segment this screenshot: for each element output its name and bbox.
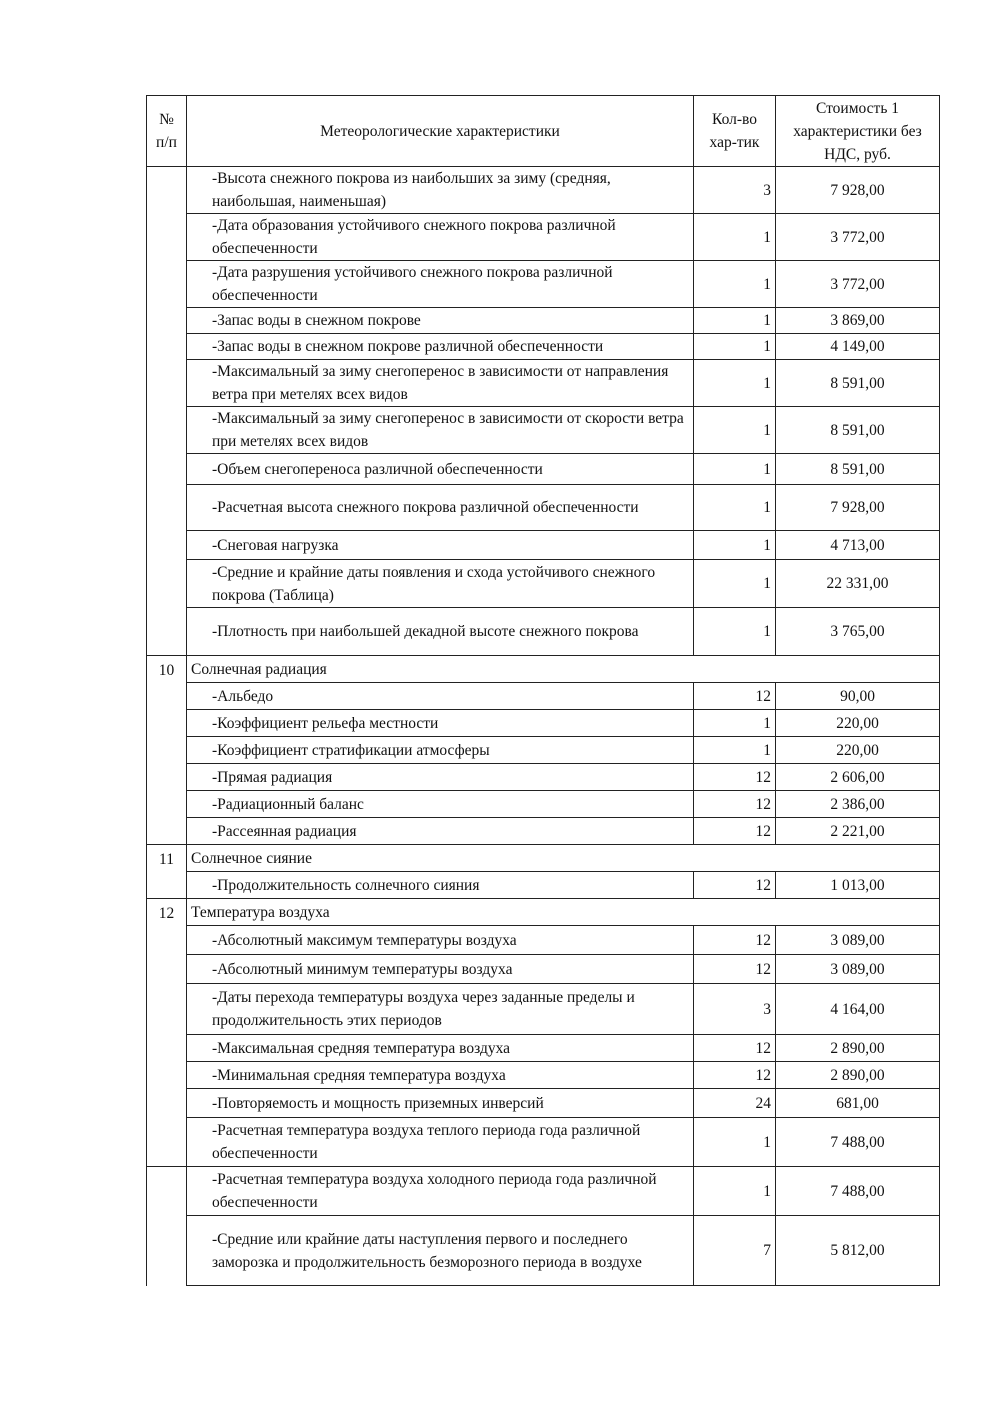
- table-row: [147, 167, 940, 214]
- characteristic-qty: 7: [694, 1216, 776, 1286]
- characteristic-price: 220,00: [776, 737, 940, 764]
- table-row: [147, 710, 940, 737]
- characteristic-name: -Максимальный за зиму снегоперенос в зависимости от направления ветра при метелях всех видов: [187, 360, 694, 407]
- row-number: [147, 167, 187, 656]
- characteristic-qty: 12: [694, 955, 776, 984]
- characteristic-name: -Дата разрушения устойчивого снежного покрова различной обеспеченности: [187, 261, 694, 308]
- characteristic-name: -Объем снегопереноса различной обеспеченности: [187, 454, 694, 485]
- table-row: [147, 608, 940, 656]
- characteristic-qty: 1: [694, 214, 776, 261]
- characteristic-qty: 12: [694, 683, 776, 710]
- characteristic-price: 2 606,00: [776, 764, 940, 791]
- characteristic-price: 8 591,00: [776, 360, 940, 407]
- characteristic-name: -Продолжительность солнечного сияния: [187, 872, 694, 899]
- characteristic-price: 3 089,00: [776, 926, 940, 955]
- table-row: [147, 1216, 940, 1286]
- table-row: [147, 1089, 940, 1118]
- characteristic-name: -Максимальный за зиму снегоперенос в зависимости от скорости ветра при метелях всех видов: [187, 407, 694, 454]
- table-row: [147, 926, 940, 955]
- characteristic-name: -Плотность при наибольшей декадной высоте снежного покрова: [187, 608, 694, 656]
- section-row: [147, 899, 940, 926]
- characteristic-price: 7 488,00: [776, 1118, 940, 1167]
- section-title: Температура воздуха: [187, 899, 940, 926]
- characteristic-price: 2 890,00: [776, 1062, 940, 1089]
- characteristic-price: 4 149,00: [776, 334, 940, 360]
- section-title: Солнечная радиация: [187, 656, 940, 683]
- characteristic-name: -Минимальная средняя температура воздуха: [187, 1062, 694, 1089]
- table-row: [147, 531, 940, 560]
- characteristic-price: 22 331,00: [776, 560, 940, 608]
- table-row: [147, 560, 940, 608]
- section-number: 12: [147, 899, 187, 1167]
- characteristic-qty: 3: [694, 984, 776, 1035]
- characteristic-qty: 12: [694, 1035, 776, 1062]
- characteristic-price: 3 869,00: [776, 308, 940, 334]
- characteristic-price: 5 812,00: [776, 1216, 940, 1286]
- table-row: [147, 791, 940, 818]
- characteristic-name: -Снеговая нагрузка: [187, 531, 694, 560]
- characteristic-name: -Повторяемость и мощность приземных инверсий: [187, 1089, 694, 1118]
- table-row: [147, 955, 940, 984]
- characteristic-qty: 12: [694, 1062, 776, 1089]
- characteristic-price: 3 772,00: [776, 261, 940, 308]
- characteristic-name: -Абсолютный минимум температуры воздуха: [187, 955, 694, 984]
- section-number: 10: [147, 656, 187, 845]
- characteristic-qty: 1: [694, 407, 776, 454]
- characteristic-qty: 1: [694, 1167, 776, 1216]
- characteristic-name: -Коэффициент стратификации атмосферы: [187, 737, 694, 764]
- characteristic-qty: 12: [694, 764, 776, 791]
- characteristic-qty: 12: [694, 818, 776, 845]
- characteristic-price: 8 591,00: [776, 407, 940, 454]
- characteristic-name: -Радиационный баланс: [187, 791, 694, 818]
- characteristic-price: 8 591,00: [776, 454, 940, 485]
- characteristic-name: -Даты перехода температуры воздуха через заданные пределы и продолжительность этих периодов: [187, 984, 694, 1035]
- table-row: [147, 872, 940, 899]
- characteristic-name: -Прямая радиация: [187, 764, 694, 791]
- section-row: [147, 845, 940, 872]
- characteristic-qty: 12: [694, 872, 776, 899]
- characteristic-qty: 24: [694, 1089, 776, 1118]
- table-row: [147, 764, 940, 791]
- characteristic-qty: 1: [694, 560, 776, 608]
- characteristic-name: -Средние или крайние даты наступления первого и последнего заморозка и продолжительность безморозного периода в воздухе: [187, 1216, 694, 1286]
- characteristic-qty: 1: [694, 334, 776, 360]
- section-row: [147, 656, 940, 683]
- characteristic-qty: 12: [694, 926, 776, 955]
- characteristic-qty: 1: [694, 1118, 776, 1167]
- characteristic-name: -Запас воды в снежном покрове: [187, 308, 694, 334]
- section-title: Солнечное сияние: [187, 845, 940, 872]
- characteristic-name: -Альбедо: [187, 683, 694, 710]
- characteristic-name: -Дата образования устойчивого снежного покрова различной обеспеченности: [187, 214, 694, 261]
- characteristic-name: -Высота снежного покрова из наибольших за зиму (средняя, наибольшая, наименьшая): [187, 167, 694, 214]
- characteristic-price: 1 013,00: [776, 872, 940, 899]
- table-row: [147, 818, 940, 845]
- table-row: [147, 683, 940, 710]
- characteristic-price: 220,00: [776, 710, 940, 737]
- header-name: Метеорологические характеристики: [187, 96, 694, 167]
- characteristic-qty: 1: [694, 737, 776, 764]
- characteristic-price: 3 772,00: [776, 214, 940, 261]
- table-row: [147, 308, 940, 334]
- characteristic-price: 3 089,00: [776, 955, 940, 984]
- characteristic-name: -Абсолютный максимум температуры воздуха: [187, 926, 694, 955]
- table-row: [147, 485, 940, 531]
- characteristic-name: -Расчетная температура воздуха холодного периода года различной обеспеченности: [187, 1167, 694, 1216]
- table-row: [147, 334, 940, 360]
- characteristic-qty: 1: [694, 454, 776, 485]
- characteristic-price: 4 713,00: [776, 531, 940, 560]
- characteristic-price: 7 928,00: [776, 167, 940, 214]
- characteristic-qty: 1: [694, 531, 776, 560]
- table-row: [147, 360, 940, 407]
- characteristic-name: -Запас воды в снежном покрове различной обеспеченности: [187, 334, 694, 360]
- characteristics-table: [146, 95, 940, 1286]
- section-number: 11: [147, 845, 187, 899]
- table-row: [147, 407, 940, 454]
- table-row: [147, 1167, 940, 1216]
- table-row: [147, 1062, 940, 1089]
- characteristic-price: 7 928,00: [776, 485, 940, 531]
- characteristic-price: 681,00: [776, 1089, 940, 1118]
- characteristic-name: -Коэффициент рельефа местности: [187, 710, 694, 737]
- characteristic-price: 2 221,00: [776, 818, 940, 845]
- characteristic-qty: 12: [694, 791, 776, 818]
- characteristic-qty: 1: [694, 261, 776, 308]
- header-price: Стоимость 1 характеристики без НДС, руб.: [776, 96, 940, 167]
- table-row: [147, 261, 940, 308]
- characteristic-name: -Рассеянная радиация: [187, 818, 694, 845]
- table-row: [147, 1035, 940, 1062]
- characteristic-price: 90,00: [776, 683, 940, 710]
- header-qty: Кол-во хар-тик: [694, 96, 776, 167]
- table-header-row: [147, 96, 940, 167]
- characteristic-name: -Расчетная высота снежного покрова различной обеспеченности: [187, 485, 694, 531]
- characteristic-price: 2 890,00: [776, 1035, 940, 1062]
- characteristic-price: 4 164,00: [776, 984, 940, 1035]
- characteristic-name: -Расчетная температура воздуха теплого периода года различной обеспеченности: [187, 1118, 694, 1167]
- characteristic-price: 2 386,00: [776, 791, 940, 818]
- characteristic-name: -Средние и крайние даты появления и схода устойчивого снежного покрова (Таблица): [187, 560, 694, 608]
- characteristic-qty: 3: [694, 167, 776, 214]
- table-row: [147, 1118, 940, 1167]
- characteristic-price: 3 765,00: [776, 608, 940, 656]
- characteristic-name: -Максимальная средняя температура воздуха: [187, 1035, 694, 1062]
- characteristic-qty: 1: [694, 360, 776, 407]
- characteristic-price: 7 488,00: [776, 1167, 940, 1216]
- characteristic-qty: 1: [694, 308, 776, 334]
- characteristic-qty: 1: [694, 485, 776, 531]
- table-row: [147, 454, 940, 485]
- table-row: [147, 214, 940, 261]
- table-row: [147, 984, 940, 1035]
- characteristic-qty: 1: [694, 710, 776, 737]
- header-num: № п/п: [147, 96, 187, 167]
- table-row: [147, 737, 940, 764]
- row-number: [147, 1167, 187, 1286]
- characteristic-qty: 1: [694, 608, 776, 656]
